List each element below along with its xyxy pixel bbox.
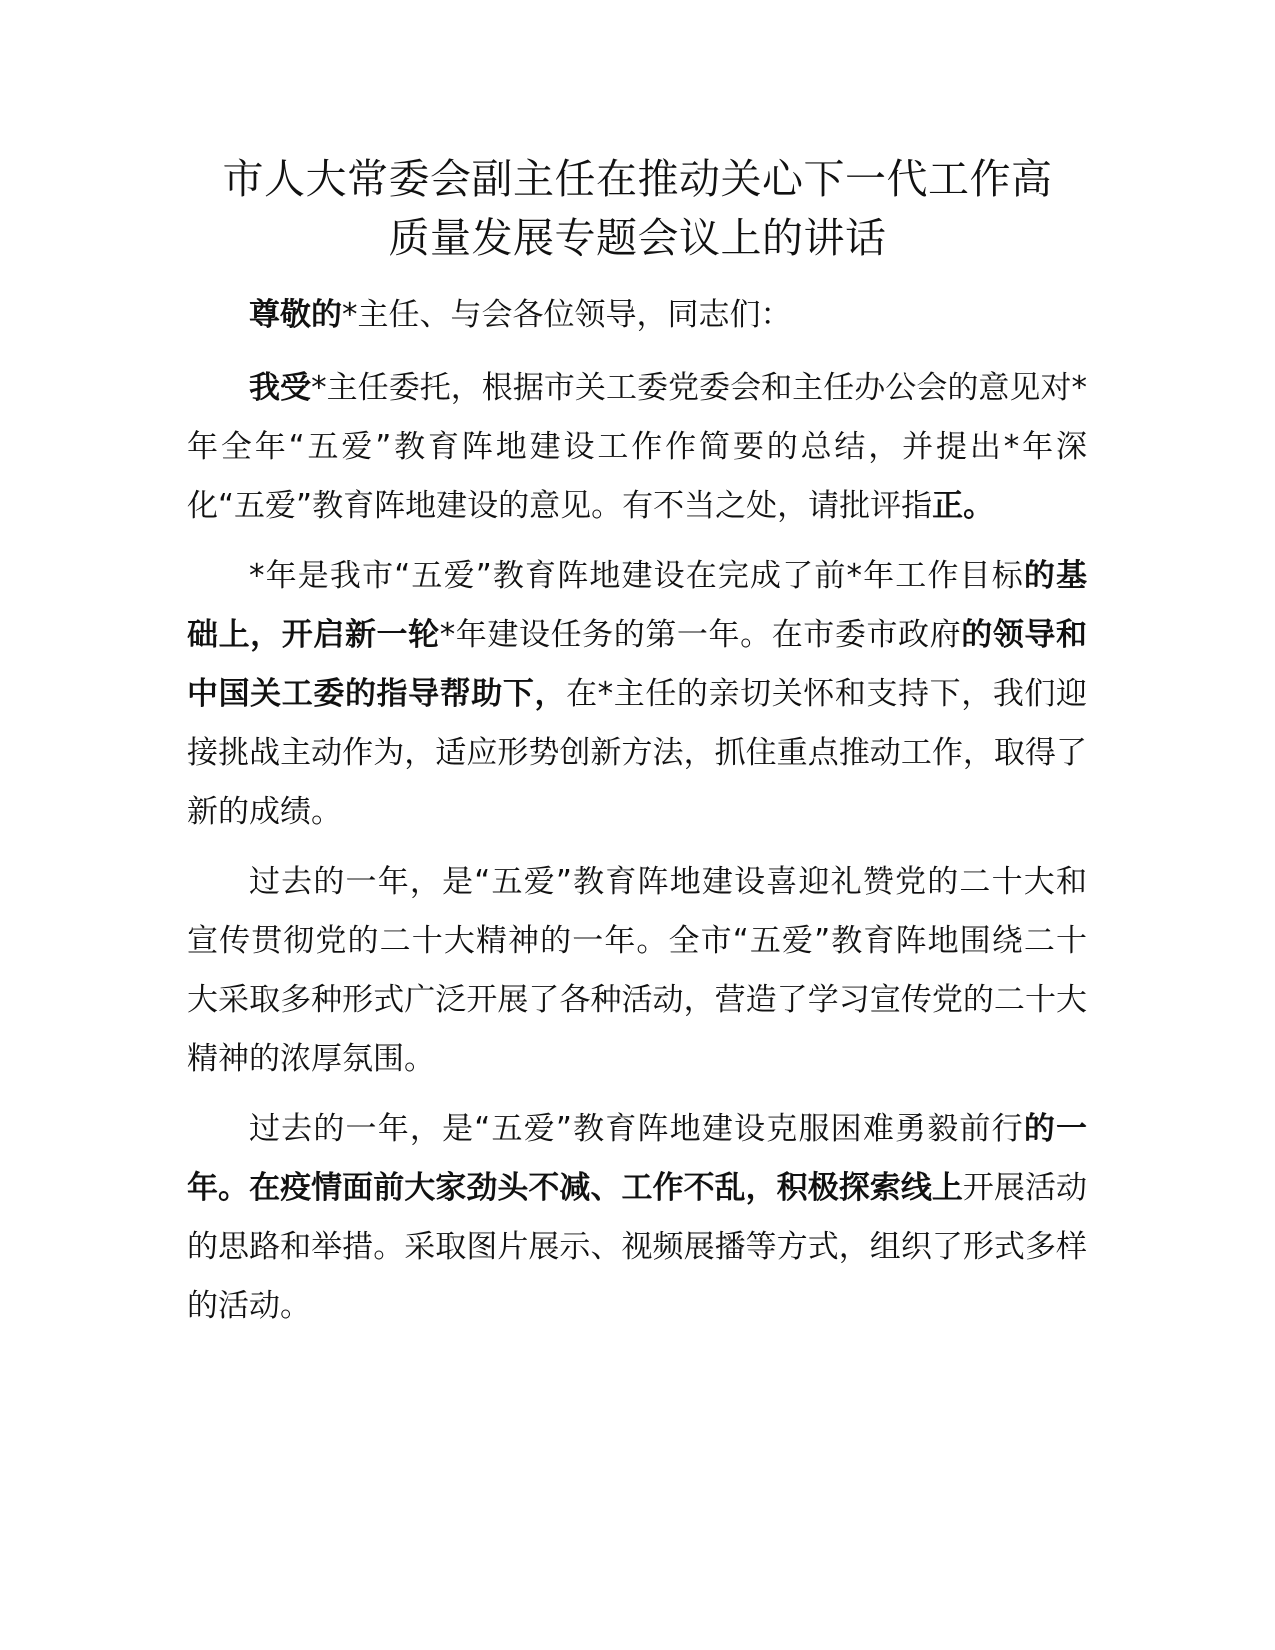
greeting-text: *主任、与会各位领导，同志们：	[342, 297, 792, 333]
paragraph-2-part-e: 在*主任的亲切关怀和支持下，我们迎接挑战主动作为，适应形势创新方法，抓住重点推动工作，取得了新的成绩。	[187, 676, 1088, 830]
greeting-bold: 尊敬的	[249, 297, 342, 333]
paragraph-1-lead: 我受	[249, 370, 312, 406]
paragraph-2-part-c: *年建设任务的第一年。在市委市政府	[439, 617, 962, 653]
paragraph-2-part-a: *年是我市“五爱”教育阵地建设在完成了前*年工作目标	[249, 558, 1024, 594]
paragraph-1-tail: 正。	[932, 488, 995, 524]
title-line-1: 市人大常委会副主任在推动关心下一代工作高	[222, 155, 1053, 203]
paragraph-3	[187, 853, 1087, 1089]
paragraph-4-part-b: 的一年。在疫情面前大家劲头不减、工作不乱，积极探索线上	[187, 1111, 1087, 1206]
paragraph-4-part-c: 开展活动的思路和举措。采取图片展示、视频展播等方式，组织了形式多样的活动。	[187, 1170, 1087, 1324]
paragraph-3-text: 过去的一年，是“五爱”教育阵地建设喜迎礼赞党的二十大和宣传贯彻党的二十大精神的一年。全市“五爱”教育阵地围绕二十大采取多种形式广泛开展了各种活动，营造了学习宣传党的二十大精神的浓厚氛围。	[187, 864, 1087, 1077]
document-title	[150, 150, 1125, 268]
paragraph-4-part-a: 过去的一年，是“五爱”教育阵地建设克服困难勇毅前行	[249, 1111, 1024, 1147]
paragraph-2-part-d: 的领导和中国关工委的指导帮助下，	[187, 617, 1088, 712]
paragraph-4	[187, 1100, 1087, 1336]
paragraph-1-text: *主任委托，根据市关工委党委会和主任办公会的意见对*年全年“五爱”教育阵地建设工作作简要的总结，并提出*年深化“五爱”教育阵地建设的意见。有不当之处，请批评指	[187, 370, 1088, 524]
paragraph-2-part-b: 的基础上，开启新一轮	[187, 558, 1088, 653]
document-body	[187, 286, 1087, 1347]
paragraph-2	[187, 547, 1087, 842]
paragraph-1	[187, 359, 1087, 536]
title-line-2: 质量发展专题会议上的讲话	[388, 214, 887, 262]
greeting-paragraph	[187, 286, 1087, 345]
